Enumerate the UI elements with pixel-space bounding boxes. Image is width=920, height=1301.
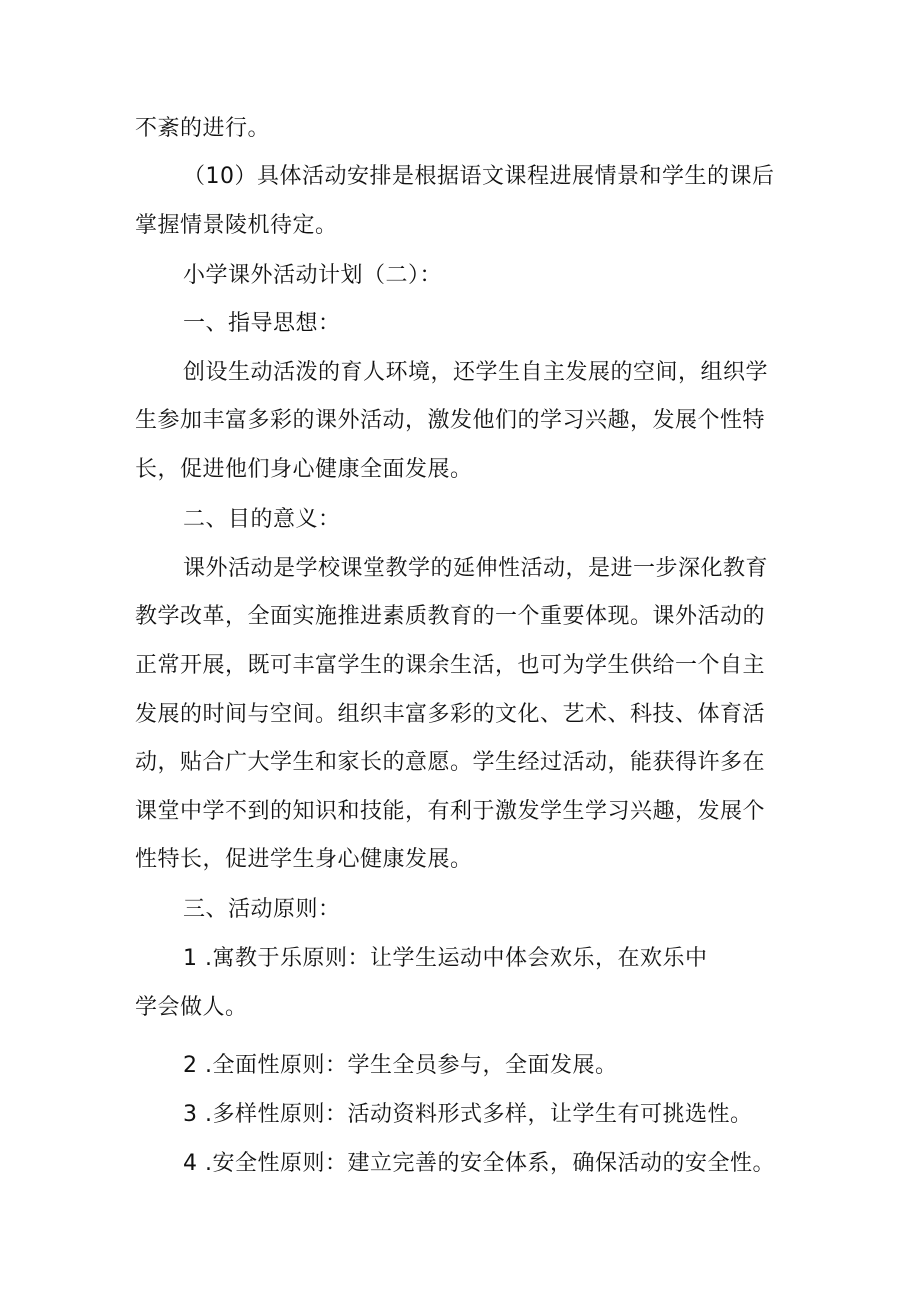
list-item: 3 .多样性原则：活动资料形式多样，让学生有可挑选性。 bbox=[183, 1102, 753, 1127]
text-line: 掌握情景陵机待定。 bbox=[135, 213, 338, 238]
text-line: 长，促进他们身心健康全面发展。 bbox=[135, 457, 473, 482]
text-line: 正常开展，既可丰富学生的课余生活，也可为学生供给一个自主 bbox=[135, 653, 766, 678]
text-line: 发展的时间与空间。组织丰富多彩的文化、艺术、科技、体育活 bbox=[135, 702, 766, 727]
list-item: 1 .寓教于乐原则：让学生运动中体会欢乐，在欢乐中 bbox=[183, 946, 708, 971]
text-line: 课外活动是学校课堂教学的延伸性活动，是进一步深化教育 bbox=[183, 556, 769, 581]
text-line: 创设生动活泼的育人环境，还学生自主发展的空间，组织学 bbox=[183, 360, 769, 385]
text-line: 学会做人。 bbox=[135, 995, 248, 1020]
text-line: 课堂中学不到的知识和技能，有利于激发学生学习兴趣，发展个 bbox=[135, 799, 766, 824]
text-line: 动，贴合广大学生和家长的意愿。学生经过活动，能获得许多在 bbox=[135, 750, 766, 775]
list-item: 2 .全面性原则：学生全员参与，全面发展。 bbox=[183, 1053, 618, 1078]
section-title: 小学课外活动计划（二）： bbox=[183, 263, 443, 288]
text-line: 教学改革，全面实施推进素质教育的一个重要体现。课外活动的 bbox=[135, 604, 766, 629]
text-line: （10）具体活动安排是根据语文课程进展情景和学生的课后 bbox=[183, 164, 775, 189]
heading: 一、指导思想： bbox=[183, 311, 341, 336]
text-line: 性特长，促进学生身心健康发展。 bbox=[135, 847, 473, 872]
list-item: 4 .安全性原则：建立完善的安全体系，确保活动的安全性。 bbox=[183, 1151, 775, 1176]
text-line: 不紊的进行。 bbox=[135, 116, 271, 141]
heading: 二、目的意义： bbox=[183, 507, 341, 532]
text-line: 生参加丰富多彩的课外活动，激发他们的学习兴趣，发展个性特 bbox=[135, 408, 766, 433]
heading: 三、活动原则： bbox=[183, 897, 341, 922]
